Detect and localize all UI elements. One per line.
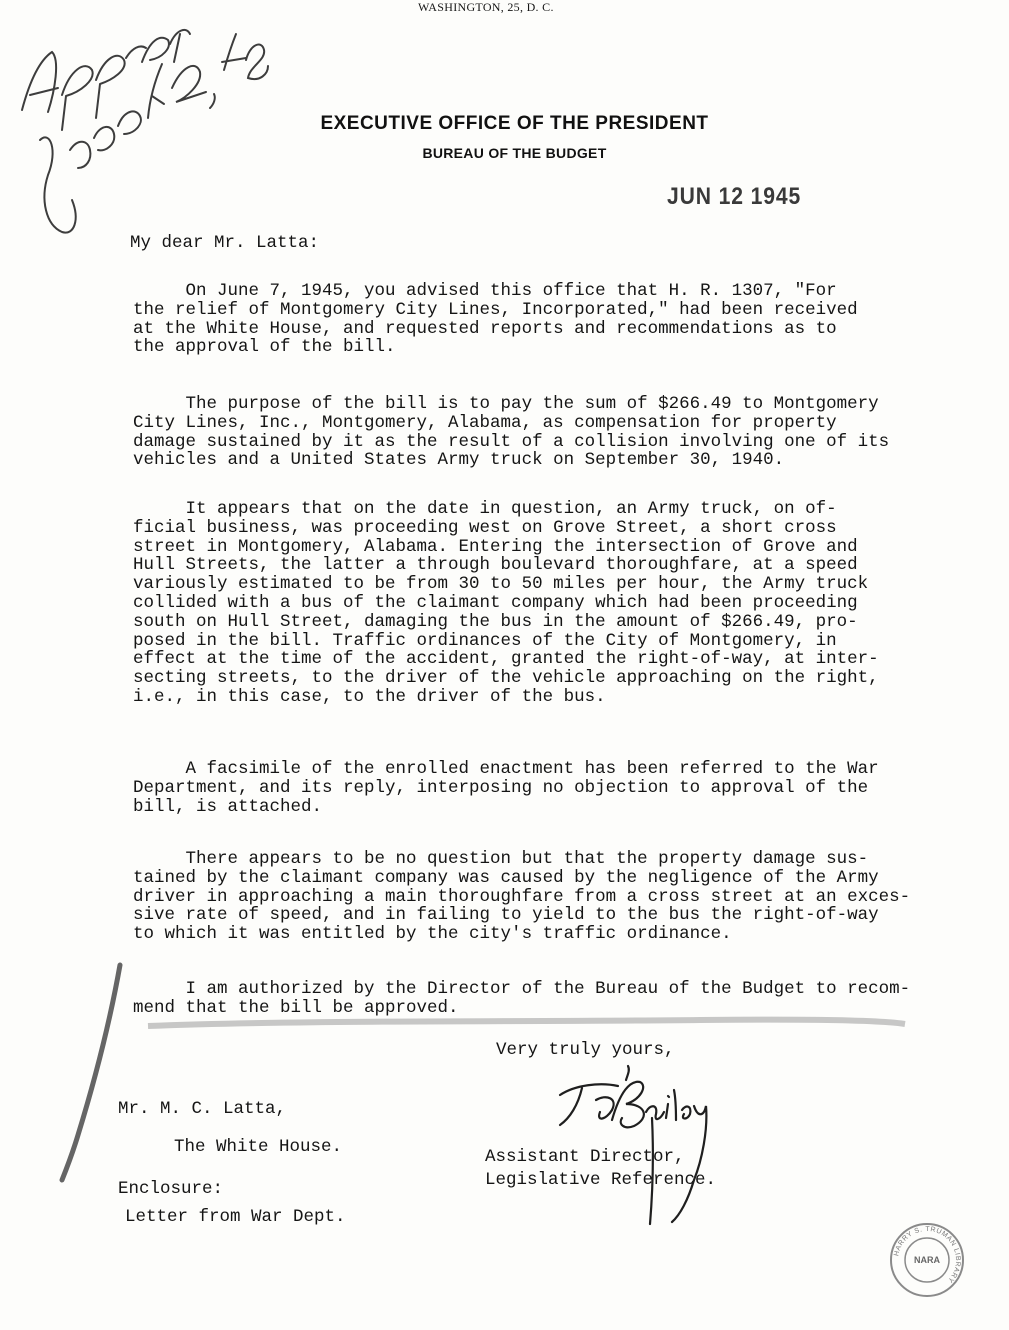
addressee-place: The White House. bbox=[174, 1137, 343, 1157]
paragraph-facts: It appears that on the date in question, an Army truck, on of- ficial business, was proceeding west on Grove Street, a short cross street in Montgomery, Alabama. Entering the intersection of Grove and Hull Streets, the latter a through boulevard thoroughfare, at a speed variously estimated to be from 30 to 50 miles per hour, the Army truck collided with a bus of the claimant company which had been proceeding south on Hull Street, damaging the bus in the amount of $266.49, pro- posed in the bill. Traffic ordinances of the City of Montgomery, in effect at the time of the accident, granted the right-of-way, at inter- secting streets, to the driver of the vehicle approaching on the right, i.e., in this case, to the driver of the bus. bbox=[133, 499, 879, 707]
signature-bailey bbox=[560, 1066, 706, 1224]
seal-center-text: NARA bbox=[914, 1255, 940, 1265]
date-stamp: JUN 12 1945 bbox=[667, 183, 802, 210]
pencil-margin-mark bbox=[62, 965, 120, 1180]
letterhead-office: EXECUTIVE OFFICE OF THE PRESIDENT bbox=[320, 113, 709, 134]
enclosure-item: Letter from War Dept. bbox=[125, 1207, 346, 1227]
closing: Very truly yours, bbox=[496, 1040, 675, 1060]
paragraph-war-department: A facsimile of the enrolled enactment has been referred to the War Department, and its reply, interposing no objection to approval of the bill, is attached. bbox=[133, 759, 879, 817]
salutation: My dear Mr. Latta: bbox=[130, 233, 320, 253]
seal-ring-text: HARRY S. TRUMAN LIBRARY bbox=[893, 1225, 962, 1284]
letterhead-city: WASHINGTON, 25, D. C. bbox=[418, 0, 554, 14]
paragraph-negligence: There appears to be no question but that the property damage sus- tained by the claimant company was caused by the negligence of the Army driver in approaching a main thoroughfare from a cross street at an exces- sive rate of speed, and in failing to yield to the bus the right-of-way to which it was entitled by the city's traffic ordinance. bbox=[133, 849, 911, 945]
addressee-name: Mr. M. C. Latta, bbox=[118, 1099, 287, 1119]
letterhead-bureau: BUREAU OF THE BUDGET bbox=[422, 145, 607, 161]
paragraph-recommendation: I am authorized by the Director of the Bureau of the Budget to recom- mend that the bill be approved. bbox=[133, 979, 911, 1018]
paragraph-purpose: The purpose of the bill is to pay the sum of $266.49 to Montgomery City Lines, Inc., Montgomery, Alabama, as compensation for property damage sustained by it as the result of a collision involving one of its vehicles and a United States Army truck on September 30, 1940. bbox=[133, 394, 890, 471]
archive-seal bbox=[887, 1220, 967, 1300]
paragraph-request: On June 7, 1945, you advised this office that H. R. 1307, "For the relief of Montgomery City Lines, Incorporated," had been received at the White House, and requested reports and recommendations as to the approval of the bill. bbox=[133, 281, 858, 358]
signer-title: Assistant Director, Legislative Reference. bbox=[485, 1147, 717, 1190]
pencil-smudge-rule bbox=[148, 1020, 905, 1026]
enclosure-label: Enclosure: bbox=[118, 1179, 224, 1199]
